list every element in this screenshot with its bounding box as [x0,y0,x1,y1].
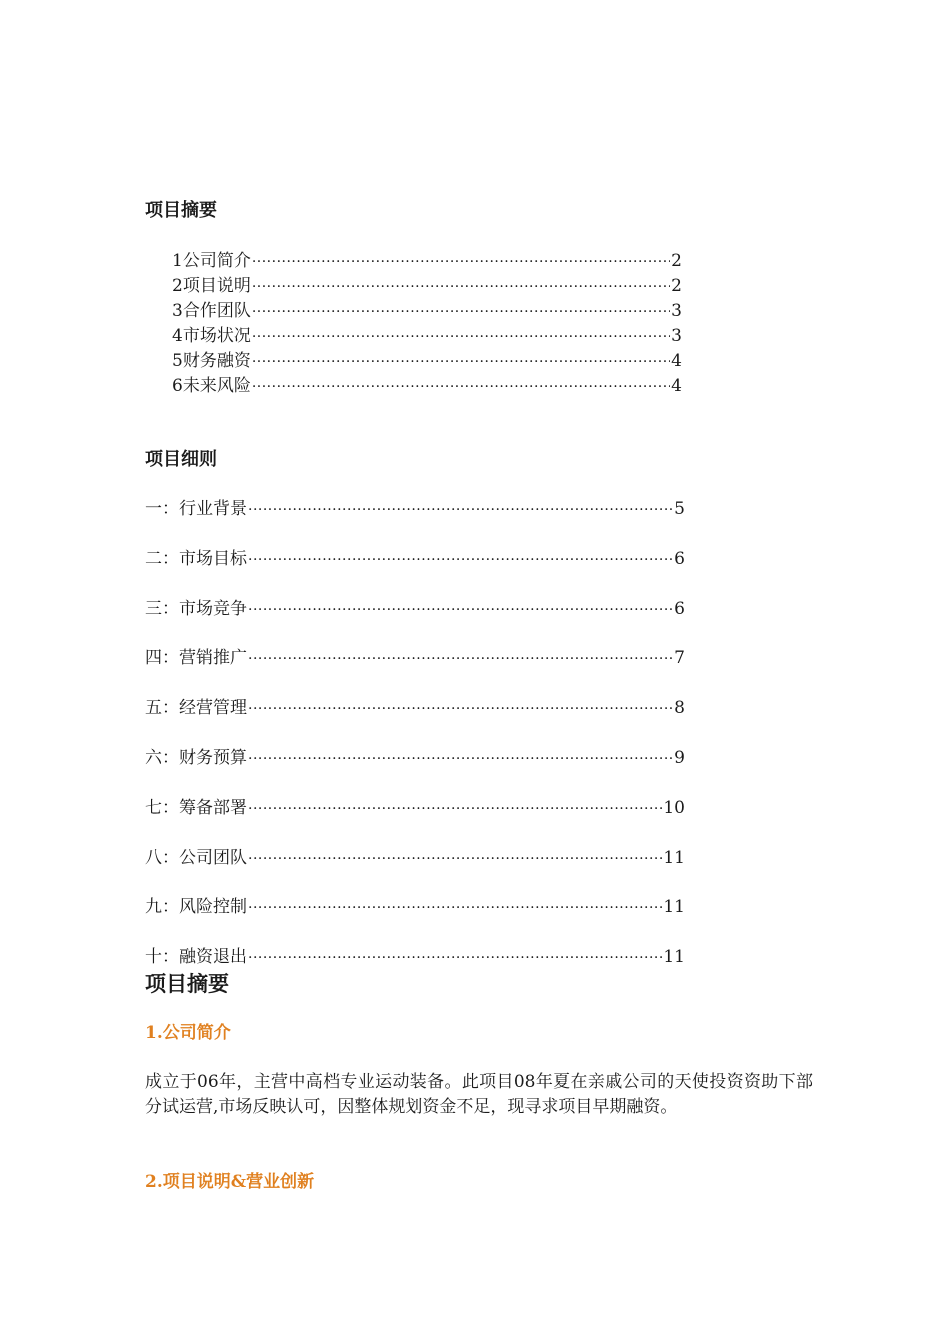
toc-entry[interactable] [145,846,685,896]
toc-entry-page: 2 [671,276,682,296]
toc-entry-label: 六：财务预算 [145,747,247,768]
section-title-company-intro: 1.公司简介 [145,1023,231,1043]
toc-leader-dots [248,498,673,523]
toc-entry[interactable] [145,696,685,746]
toc-entry[interactable] [145,497,685,547]
company-intro-paragraph: 成立于06年，主营中高档专业运动装备。此项目08年夏在亲戚公司的天使投资资助下部分试运营,市场反映认可，因整体规划资金不足，现寻求项目早期融资。 [145,1072,813,1117]
toc-leader-dots [248,847,662,872]
toc-entry[interactable] [145,746,685,796]
toc-entry-page: 6 [674,598,685,619]
toc-entry-label: 三：市场竞争 [145,598,247,619]
toc-entry-page: 11 [663,947,685,968]
toc-leader-dots [252,325,670,350]
section-title-project-description: 2.项目说明&营业创新 [145,1172,315,1192]
toc-entry-page: 9 [674,747,685,768]
toc-entry-page: 4 [671,351,682,371]
toc-leader-dots [252,350,670,375]
toc-leader-dots [252,375,670,400]
toc-entry-label: 四：营销推广 [145,648,247,669]
toc-leader-dots [248,896,662,921]
toc-entry-page: 6 [674,548,685,569]
toc-entry-label: 九：风险控制 [145,897,247,918]
toc-entry-page: 11 [663,897,685,918]
toc-entry[interactable] [172,324,682,349]
toc-entry[interactable] [145,646,685,696]
toc-entry-page: 8 [674,698,685,719]
toc-entry-page: 4 [671,376,682,396]
toc-entry-label: 八：公司团队 [145,847,247,868]
toc-entry-page: 10 [663,797,685,818]
summary-toc-list [172,249,682,399]
toc-entry-page: 3 [671,301,682,321]
toc-entry-page: 3 [671,326,682,346]
toc-leader-dots [248,747,673,772]
toc-leader-dots [252,300,670,325]
summary-toc-title: 项目摘要 [145,200,217,221]
toc-leader-dots [248,598,673,623]
toc-entry[interactable] [172,274,682,299]
toc-entry-page: 5 [674,499,685,519]
details-toc-title: 项目细则 [145,449,217,470]
toc-entry-label: 5财务融资 [172,351,251,371]
toc-entry-label: 6未来风险 [172,376,251,396]
toc-leader-dots [252,275,670,300]
toc-leader-dots [248,548,673,573]
toc-entry[interactable] [145,895,685,945]
toc-leader-dots [248,797,662,822]
toc-entry-label: 七：筹备部署 [145,797,247,818]
toc-entry-label: 五：经营管理 [145,698,247,719]
toc-entry[interactable] [172,374,682,399]
toc-entry[interactable] [172,249,682,274]
toc-entry-page: 11 [663,847,685,868]
toc-entry-label: 3合作团队 [172,301,251,321]
toc-entry-label: 4市场状况 [172,326,251,346]
toc-entry[interactable] [172,349,682,374]
summary-section-heading: 项目摘要 [145,971,229,996]
toc-entry[interactable] [145,796,685,846]
toc-entry-page: 7 [674,648,685,669]
toc-entry-label: 十：融资退出 [145,947,247,968]
toc-entry-label: 1公司简介 [172,251,251,271]
toc-leader-dots [248,647,673,672]
details-toc-list [145,497,685,995]
toc-entry-page: 2 [671,251,682,271]
toc-leader-dots [252,250,670,275]
toc-entry-label: 二：市场目标 [145,548,247,569]
toc-entry-label: 2项目说明 [172,276,251,296]
toc-leader-dots [248,946,662,971]
toc-entry[interactable] [172,299,682,324]
toc-leader-dots [248,697,673,722]
toc-entry-label: 一：行业背景 [145,499,247,519]
toc-entry[interactable] [145,597,685,647]
toc-entry[interactable] [145,547,685,597]
